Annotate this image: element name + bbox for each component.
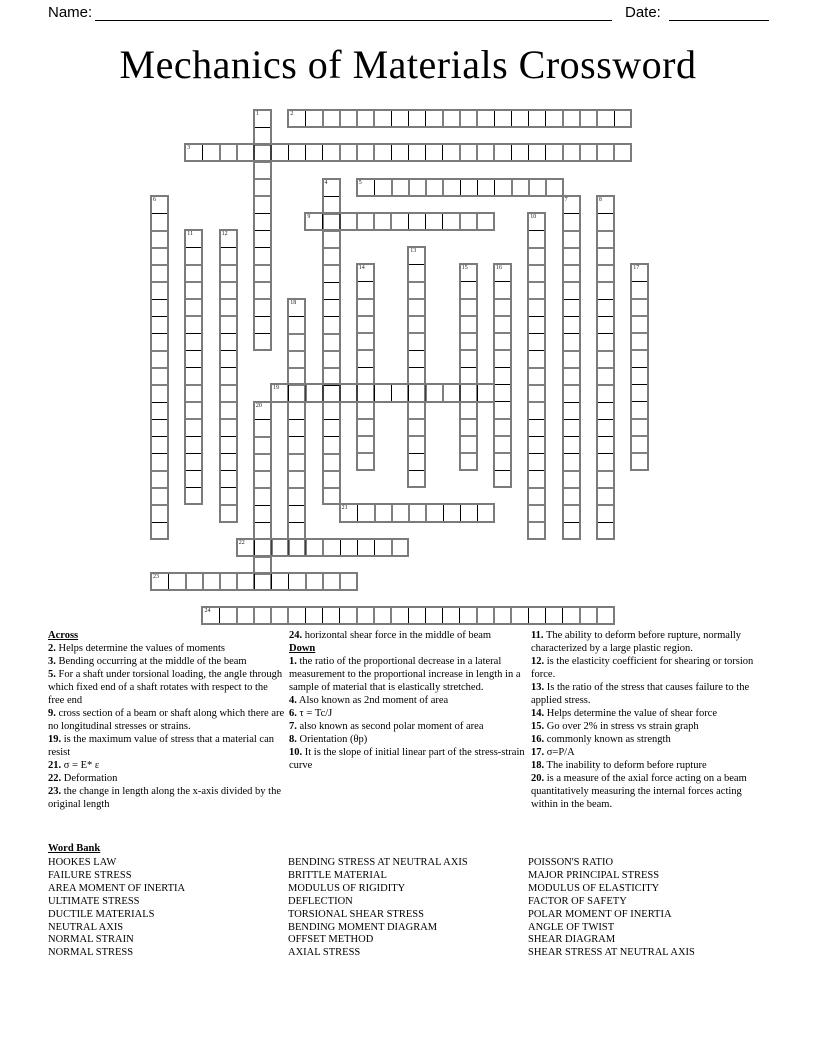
word-bank-item: SHEAR STRESS AT NEUTRAL AXIS [528, 947, 695, 959]
word-16-down[interactable] [493, 263, 512, 488]
word-bank-item: NEUTRAL AXIS [48, 921, 124, 933]
grid-number: 6 [153, 196, 156, 203]
crossword-grid [151, 110, 649, 625]
word-bank-item: ANGLE OF TWIST [528, 921, 615, 933]
clue-number: 18. [531, 760, 545, 771]
word-3-across[interactable] [184, 143, 632, 162]
grid-number: 17 [633, 265, 640, 272]
word-13-down[interactable] [407, 246, 426, 488]
word-bank-item: TORSIONAL SHEAR STRESS [288, 908, 424, 920]
word-24-across[interactable] [201, 606, 615, 625]
clue-number: 13. [531, 682, 545, 693]
clue-number: 7. [289, 721, 297, 732]
grid-number: 14 [358, 265, 365, 272]
word-7-down[interactable] [562, 195, 581, 540]
grid-number: 10 [530, 213, 537, 220]
word-bank-column-1 [48, 857, 283, 960]
word-bank-item: ULTIMATE STRESS [48, 895, 140, 907]
word-5-across[interactable] [356, 178, 564, 197]
word-10-down[interactable] [527, 212, 546, 540]
word-2-across[interactable] [287, 109, 632, 128]
word-bank-item: BRITTLE MATERIAL [288, 869, 387, 881]
clues-column-middle [289, 629, 527, 772]
grid-number: 16 [496, 265, 502, 272]
word-18-down[interactable] [287, 298, 306, 557]
clue-number: 24. [289, 630, 303, 641]
word-bank-column-3 [528, 857, 772, 960]
clues-column-across [48, 629, 285, 811]
clues-column-down [531, 629, 771, 811]
clue-number: 14. [531, 708, 545, 719]
grid-number: 5 [358, 179, 362, 186]
clue-number: 22. [48, 773, 62, 784]
grid-number: 13 [410, 248, 417, 255]
clue: 17. σ=P/A [531, 747, 575, 758]
clue: 16. commonly known as strength [531, 734, 671, 745]
clue-number: 9. [48, 708, 56, 719]
word-bank-item: MODULUS OF ELASTICITY [528, 882, 660, 894]
date-input-line[interactable] [669, 3, 769, 21]
word-bank-item: POLAR MOMENT OF INERTIA [528, 908, 672, 920]
clue: 3. Bending occurring at the middle of the beam [48, 656, 247, 667]
word-bank-item: SHEAR DIAGRAM [528, 934, 616, 946]
clue-number: 12. [531, 656, 545, 667]
grid-number: 19 [273, 385, 280, 392]
clue: 5. For a shaft under torsional loading, the angle through which fixed end of a shaft rotates with respect to the free end [48, 669, 283, 706]
grid-number: 4 [324, 179, 328, 186]
clue: 18. The inability to deform before rupture [531, 760, 707, 771]
clue: 15. Go over 2% in stress vs strain graph [531, 721, 699, 732]
clue: 4. Also known as 2nd moment of area [289, 695, 449, 706]
clue-number: 11. [531, 630, 544, 641]
grid-number: 11 [187, 231, 194, 238]
name-label: Name: [48, 4, 93, 21]
clue: 14. Helps determine the value of shear force [531, 708, 718, 719]
grid-number: 23 [153, 574, 159, 581]
clue-section-header: Down [289, 643, 316, 654]
word-bank-item: NORMAL STRESS [48, 947, 134, 959]
grid-number: 2 [290, 111, 294, 117]
word-22-across[interactable] [236, 538, 410, 557]
clue-number: 8. [289, 734, 297, 745]
clue-number: 6. [289, 708, 297, 719]
word-8-down[interactable] [596, 195, 615, 540]
grid-number: 3 [187, 145, 191, 152]
word-bank-item: NORMAL STRAIN [48, 934, 134, 946]
word-bank-item: MODULUS OF RIGIDITY [288, 882, 406, 894]
word-bank-item: BENDING STRESS AT NEUTRAL AXIS [288, 857, 468, 868]
clue: 10. It is the slope of initial linear part of the stress-strain curve [289, 747, 525, 771]
word-6-down[interactable] [150, 195, 169, 540]
word-bank-item: MAJOR PRINCIPAL STRESS [528, 869, 660, 881]
word-bank-column-2 [288, 857, 523, 960]
clue: 21. σ = E* ε [48, 760, 100, 771]
word-23-across[interactable] [150, 572, 358, 591]
clue-number: 5. [48, 669, 56, 680]
grid-number: 8 [598, 196, 602, 203]
clue: 20. is a measure of the axial force acting on a beam quantitatively measuring the internal forces acting within in the beam. [531, 773, 747, 810]
word-bank-item: DUCTILE MATERIALS [48, 908, 155, 920]
grid-number: 9 [307, 213, 311, 220]
clue: 22. Deformation [48, 773, 118, 784]
clue-number: 17. [531, 747, 545, 758]
grid-number: 22 [238, 539, 245, 546]
clue: 1. the ratio of the proportional decrease in a lateral measurement to the proportional increase in length in a sample of material that is elastically stretched. [289, 656, 521, 693]
word-bank-item: FACTOR OF SAFETY [528, 895, 627, 907]
clue: 6. τ = Tc/J [289, 708, 333, 719]
word-bank-item: AREA MOMENT OF INERTIA [48, 882, 186, 894]
word-19-across[interactable] [270, 383, 495, 402]
clue: 12. is the elasticity coefficient for shearing or torsion force. [531, 656, 754, 680]
clue: 8. Orientation (θp) [289, 734, 368, 745]
grid-number: 7 [564, 196, 568, 203]
name-input-line[interactable] [95, 3, 612, 21]
clue-number: 10. [289, 747, 303, 758]
word-21-across[interactable] [339, 503, 495, 522]
clue: 24. horizontal shear force in the middle of beam [289, 630, 492, 641]
word-bank-item: POISSON'S RATIO [528, 857, 614, 868]
clue-number: 21. [48, 760, 62, 771]
word-9-across[interactable] [304, 212, 495, 231]
grid-number: 20 [255, 402, 262, 409]
clue-number: 15. [531, 721, 545, 732]
word-bank-item: HOOKES LAW [48, 857, 117, 868]
clue: 9. cross section of a beam or shaft along which there are no longitudinal stresses or strains. [48, 708, 285, 732]
word-15-down[interactable] [459, 263, 478, 471]
word-12-down[interactable] [219, 229, 238, 523]
page-title: Mechanics of Materials Crossword [119, 42, 697, 87]
clue-number: 19. [48, 734, 62, 745]
clue: 2. Helps determine the values of moments [48, 643, 225, 654]
word-11-down[interactable] [184, 229, 203, 505]
grid-number: 15 [461, 265, 468, 272]
clue-number: 4. [289, 695, 297, 706]
grid-number: 1 [255, 111, 259, 117]
grid-number: 21 [341, 505, 348, 512]
clue-number: 3. [48, 656, 56, 667]
word-bank-item: BENDING MOMENT DIAGRAM [288, 921, 438, 933]
clue-number: 2. [48, 643, 56, 654]
clue: 23. the change in length along the x-axis divided by the original length [48, 786, 281, 810]
word-bank-item: OFFSET METHOD [288, 934, 374, 946]
clue: 13. Is the ratio of the stress that causes failure to the applied stress. [531, 682, 750, 706]
clue: 19. is the maximum value of stress that a material can resist [48, 734, 274, 758]
word-bank-item: DEFLECTION [288, 895, 353, 907]
date-label: Date: [625, 4, 661, 21]
clue-number: 16. [531, 734, 545, 745]
word-bank-item: FAILURE STRESS [48, 869, 132, 881]
word-20-down[interactable] [253, 401, 272, 592]
grid-number: 24 [204, 608, 211, 615]
clue-number: 23. [48, 786, 62, 797]
word-17-down[interactable] [630, 263, 649, 471]
word-14-down[interactable] [356, 263, 375, 471]
word-bank-header: Word Bank [48, 843, 101, 854]
grid-number: 12 [221, 231, 228, 238]
clue: 7. also known as second polar moment of area [289, 721, 484, 732]
grid-number: 18 [290, 299, 297, 306]
clue-number: 1. [289, 656, 297, 667]
clue-section-header: Across [48, 630, 79, 641]
word-bank-item: AXIAL STRESS [288, 947, 361, 959]
clue: 11. The ability to deform before rupture, normally characterized by a large plastic region. [531, 630, 742, 654]
clue-number: 20. [531, 773, 545, 784]
